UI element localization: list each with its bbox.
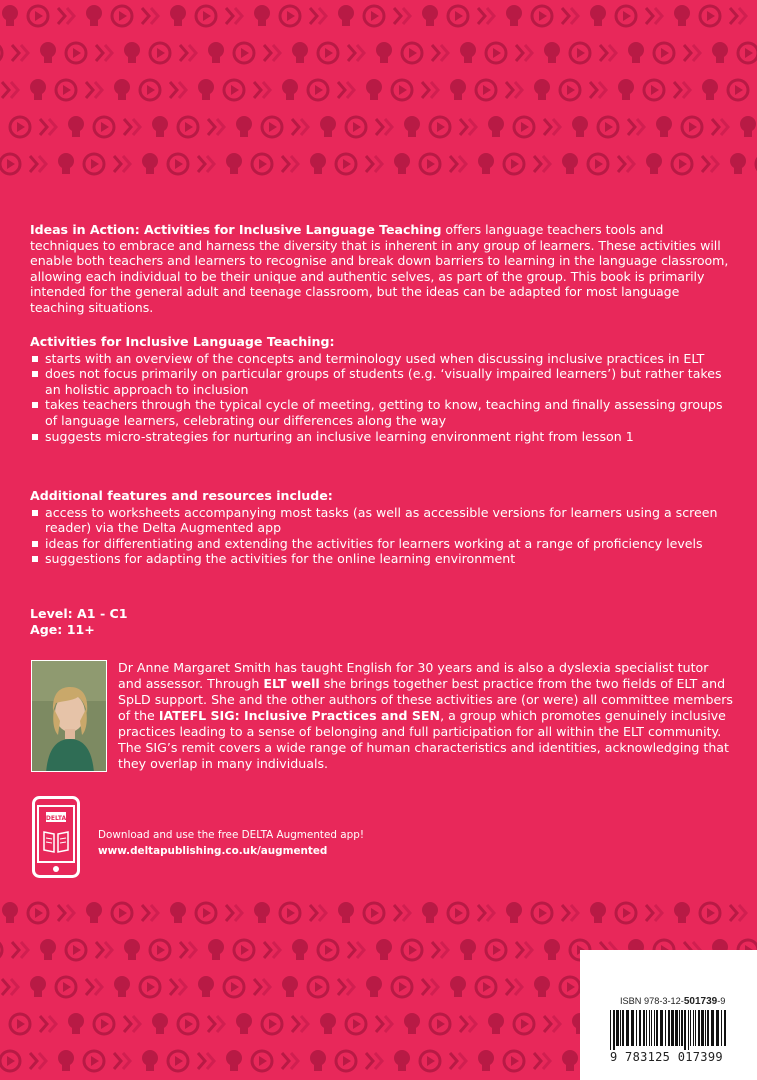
barcode-panel <box>580 950 757 1080</box>
additional-list <box>30 505 730 567</box>
top-pattern <box>0 0 757 190</box>
bio-text: , a group which promotes genuinely inclusive practices leading to a sense of belonging and full participation for all within the ELT community. The SIG’s remit covers a wide range of human characteristics and identities, acknowledging that they overlap in many individuals. <box>118 708 729 771</box>
list-item: ideas for differentiating and extending the activities for learners working at a range of proficiency levels <box>30 536 730 552</box>
app-url-link[interactable]: www.deltapublishing.co.uk/augmented <box>98 845 328 857</box>
author-photo <box>31 660 107 772</box>
intro-paragraph <box>30 222 730 316</box>
level-label: Level: A1 - C1 <box>30 606 128 621</box>
features-heading: Activities for Inclusive Language Teaching: <box>30 334 335 349</box>
age-label: Age: 11+ <box>30 622 95 637</box>
intro-title: Ideas in Action: Activities for Inclusive Language Teaching <box>30 222 442 237</box>
list-item: access to worksheets accompanying most tasks (as well as accessible versions for learners using a screen reader) via the Delta Augmented app <box>30 505 730 536</box>
features-list <box>30 351 730 445</box>
app-badge-text: DELTA <box>45 815 67 822</box>
bio-elt-well: ELT well <box>263 676 320 691</box>
isbn-text: ISBN 978-3-12-501739-9 <box>620 996 726 1007</box>
additional-heading: Additional features and resources include: <box>30 488 333 503</box>
list-item: suggests micro-strategies for nurturing an inclusive learning environment right from lesson 1 <box>30 429 730 445</box>
list-item: takes teachers through the typical cycle of meeting, getting to know, teaching and finally assessing groups of language learners, celebrating our differences along the way <box>30 397 730 428</box>
barcode-digits: 9 783125 017399 <box>610 1050 723 1064</box>
list-item: starts with an overview of the concepts and terminology used when discussing inclusive practices in ELT <box>30 351 730 367</box>
tablet-app-icon <box>32 796 80 878</box>
app-promo <box>98 827 364 859</box>
bio-text: she brings together best practice from the two fields of ELT and SpLD support. She and the other authors of these activities are (or were) all committee members of the <box>118 676 733 723</box>
app-download-text: Download and use the free DELTA Augmented app! <box>98 829 364 841</box>
list-item: does not focus primarily on particular groups of students (e.g. ‘visually impaired learners’) but rather takes an holistic approach to inclusion <box>30 366 730 397</box>
features-section <box>30 334 730 444</box>
author-bio <box>118 660 733 772</box>
bio-text: Dr Anne Margaret Smith has taught English for 30 years and is also a dyslexia specialist tutor and assessor. Through <box>118 660 709 691</box>
intro-text: offers language teachers tools and techniques to embrace and harness the diversity that is inherent in any group of learners. These activities will enable both teachers and learners to recognise and break down barriers to learning in the language classroom, allowing each individual to be their unique and authentic selves, as part of the group. This book is primarily intended for the general adult and teenage classroom, but the ideas can be adapted for most language teaching situations. <box>30 222 729 315</box>
additional-section <box>30 488 730 567</box>
barcode-icon <box>610 1010 728 1050</box>
level-info <box>30 606 128 638</box>
bio-iatefl-sig: IATEFL SIG: Inclusive Practices and SEN <box>158 708 441 723</box>
list-item: suggestions for adapting the activities for the online learning environment <box>30 551 730 567</box>
